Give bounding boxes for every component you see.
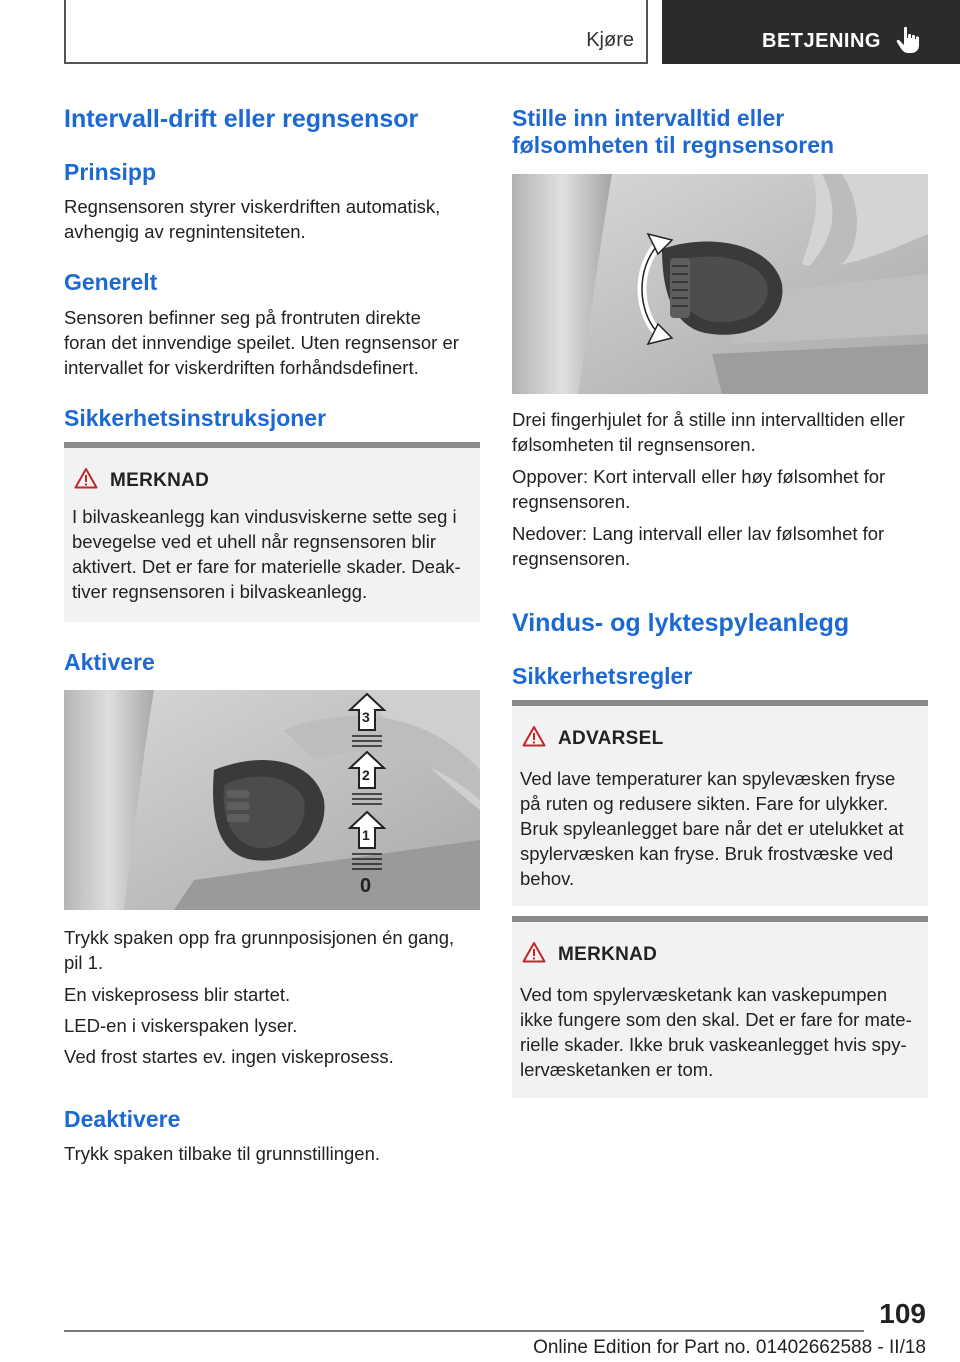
section-title-washer: Vindus- og lyktespyleanlegg [512,609,850,637]
notice-line-1: I bilvaskeanlegg kan vindusviskerne sette seg i [72,506,457,527]
adjust-para3-line-1: Nedover: Lang intervall eller lav følsomhet for [512,523,885,544]
header-section-box [662,0,960,64]
activate-line-4: LED-en i viskerspaken lyser. [64,1015,298,1036]
pointing-hand-icon [896,26,922,54]
heading-safety: Sikkerhetsinstruksjoner [64,405,327,431]
notice-line-4: tiver regnsensoren i bilvaskeanlegg. [72,581,368,602]
section-title-interval: Intervall-drift eller regnsensor [64,105,419,133]
warning-line-2: på ruten og redusere sikten. Fare for ulykker. [520,793,889,814]
notice-label: MERKNAD [558,944,658,965]
figure-label-1: 1 [362,827,370,843]
section-label: BETJENING [762,30,881,52]
notice2-line-4: lervæsketanken er tom. [520,1059,714,1080]
activate-line-2: pil 1. [64,952,104,973]
principle-line-2: avhengig av regnintensiteten. [64,221,306,242]
warning-triangle-icon [522,725,546,747]
activate-line-3: En viskeprosess blir startet. [64,984,291,1005]
notice-label: MERKNAD [110,470,210,491]
edition-line: Online Edition for Part no. 01402662588 - II/18 [533,1337,926,1358]
header-chapter-box [64,0,648,64]
heading-activate: Aktivere [64,649,155,675]
right-title-line-2: følsomheten til regnsensoren [512,132,835,158]
notice2-line-1: Ved tom spylervæsketank kan vaskepumpen [520,984,888,1005]
heading-principle: Prinsipp [64,159,157,185]
warning-triangle-icon [74,467,98,489]
notice-line-3: aktivert. Det er fare for materielle skader. Deak- [72,556,461,577]
adjust-para2-line-2: regnsensoren. [512,491,631,512]
warning-line-3: Bruk spyleanlegget bare når det er utelukket at [520,818,904,839]
right-title-line-1: Stille inn intervalltid eller [512,105,785,131]
notice-box-carwash [64,442,480,622]
figure-label-0: 0 [360,875,372,897]
adjust-para3-line-2: regnsensoren. [512,548,631,569]
general-line-2: foran det innvendige speilet. Uten regnsensor er [64,332,459,353]
adjust-para2-line-1: Oppover: Kort intervall eller høy følsomhet for [512,466,886,487]
figure-wiper-stalk-positions [64,690,480,910]
notice2-line-2: ikke fungere som den skal. Det er fare for mate- [520,1009,912,1030]
adjust-para1-line-2: følsomheten til regnsensoren. [512,434,756,455]
page-number: 109 [879,1298,926,1329]
footer-divider [64,1330,864,1332]
warning-line-4: spylervæsken kan fryse. Bruk frostvæske ved [520,843,894,864]
adjust-para1-line-1: Drei fingerhjulet for å stille inn intervalltiden eller [512,409,905,430]
deactivate-text: Trykk spaken tilbake til grunnstillingen. [64,1143,381,1164]
chapter-label: Kjøre [586,29,634,51]
figure-label-3: 3 [362,709,370,725]
notice-line-2: bevegelse ved et uhell når regnsensoren blir [72,531,437,552]
figure-thumbwheel [512,174,928,394]
notice2-line-3: rielle skader. Ikke bruk vaskeanlegget hvis spy- [520,1034,907,1055]
warning-label: ADVARSEL [558,728,664,749]
heading-safety-rules: Sikkerhetsregler [512,663,693,689]
heading-general: Generelt [64,269,158,295]
principle-line-1: Regnsensoren styrer viskerdriften automatisk, [64,196,441,217]
heading-deactivate: Deaktivere [64,1106,181,1132]
activate-line-5: Ved frost startes ev. ingen viskeprosess. [64,1046,394,1067]
warning-line-5: behov. [520,868,575,889]
activate-line-1: Trykk spaken opp fra grunnposisjonen én gang, [64,927,455,948]
warning-triangle-icon [522,941,546,963]
warning-line-1: Ved lave temperaturer kan spylevæsken fryse [520,768,896,789]
figure-label-2: 2 [362,767,370,783]
general-line-3: intervallet for viskerdriften forhåndsdefinert. [64,357,419,378]
warning-box-frost [512,700,928,906]
notice-box-washer-tank [512,916,928,1098]
general-line-1: Sensoren befinner seg på frontruten direkte [64,307,421,328]
